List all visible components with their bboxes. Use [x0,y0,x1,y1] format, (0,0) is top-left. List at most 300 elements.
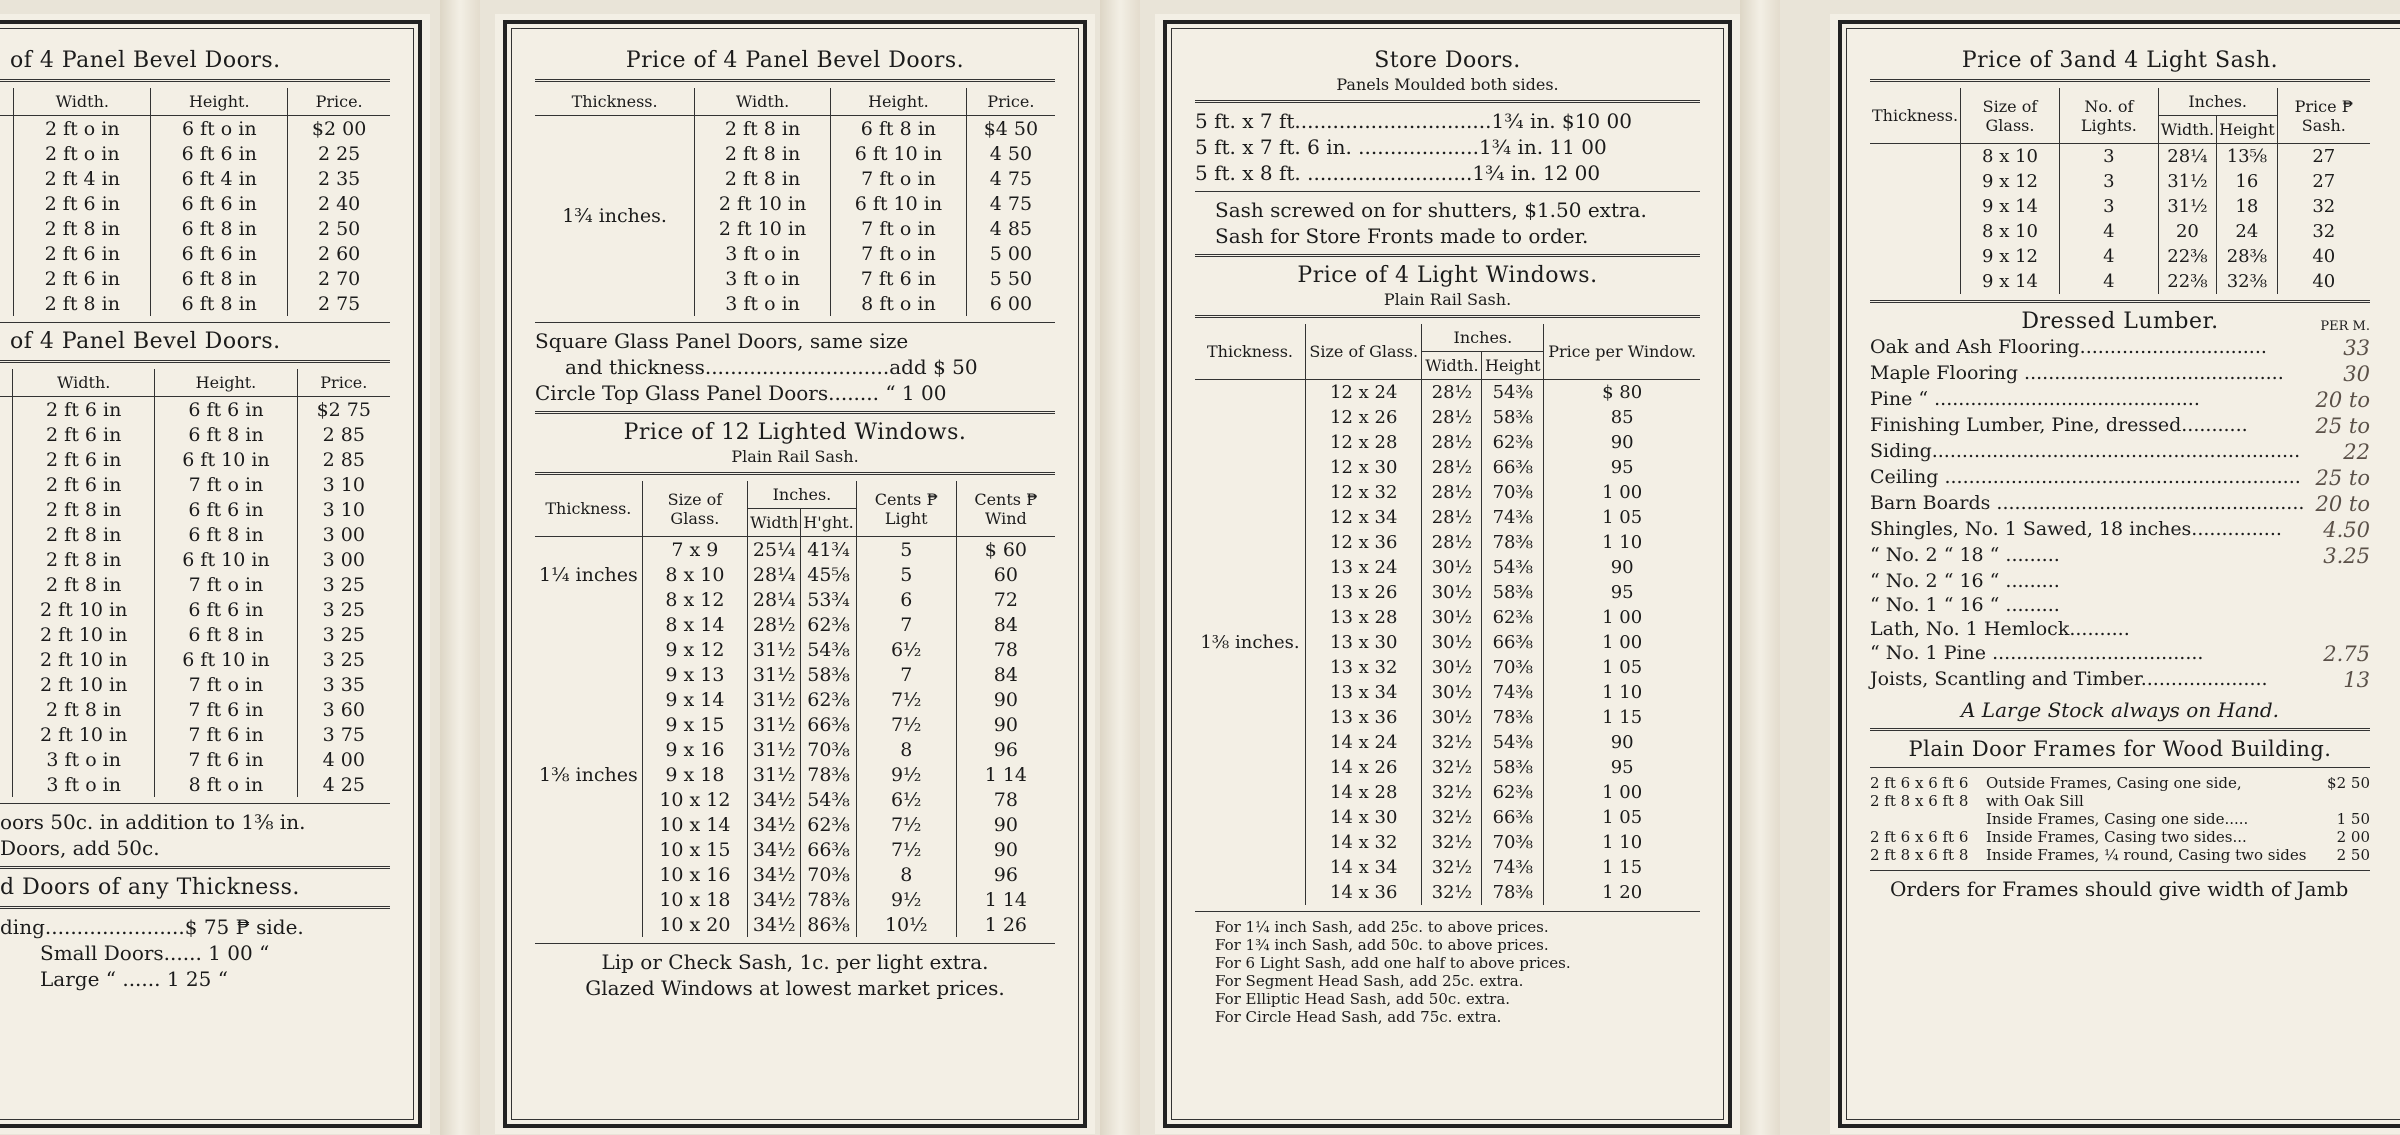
table-cell: 58⅜ [1482,405,1544,430]
table-cell: 3 [2059,169,2158,194]
panel3-windows-table: Thickness. Size of Glass. Inches. Price per Window. Width. Height 1⅜ inches. 12 x 24 28½ 54⅜ $ 80 12 x 26 28½ 58⅜ 85 12 x 28 28½ 62⅜ 90 12 x 30 28½ 66⅜ 95 12 x 32 28½ 70⅜ 1 00 12 x 34 28½ 74⅜ 1 05 12 x 36 28½ 78⅜ 1 10 13 x 24 30½ 54⅜ 90 13 x 26 30½ 58⅜ 95 13 x 28 30½ 62⅜ 1 00 13 x 30 30½ 66⅜ 1 00 13 x 32 30½ 70⅜ 1 05 13 x 34 30½ 74⅜ 1 10 13 x 36 30½ 78⅜ 1 15 14 x 24 32½ 54⅜ 90 14 x 26 32½ 58⅜ 95 14 x 28 32½ 62⅜ 1 00 14 x 30 32½ 66⅜ 1 05 14 x 32 32½ 70⅜ 1 10 14 x 34 32½ 74⅜ 1 15 14 x 36 32½ 78⅜ 1 20 [1195,324,1700,905]
lumber-row [1870,618,2370,640]
panel3-sub-2: Plain Rail Sash. [1383,290,1512,309]
table-cell: 6½ [856,787,956,812]
table-row [535,537,1055,563]
table-cell: 28⅜ [2217,244,2278,269]
table-cell: 90 [1544,730,1700,755]
table-cell: 28½ [1422,505,1482,530]
table-cell: 6 ft 6 in [155,397,297,423]
panel2-square-2: and thickness.............................add $ 50 [565,355,978,379]
table-cell: 10 x 14 [642,812,747,837]
table-cell: 10 x 15 [642,837,747,862]
table-cell: 34½ [748,837,801,862]
table-cell: 96 [956,737,1055,762]
table-cell: 6 ft 6 in [155,597,297,622]
table-cell: 8 [856,862,956,887]
table-cell: 14 x 34 [1305,855,1422,880]
table-cell: 7 ft 6 in [155,747,297,772]
table-cell: 58⅜ [1482,580,1544,605]
panel3-door-3: 5 ft. x 8 ft. ..........................1¾ in. 12 00 [1195,161,1601,185]
table-cell: 62⅜ [801,812,856,837]
panel4-lumber-list [1870,336,2370,692]
table-cell: $4 50 [966,116,1055,142]
table-cell: 14 x 24 [1305,730,1422,755]
table-cell: 10 x 16 [642,862,747,887]
table-cell: 31½ [2158,194,2216,219]
panel3-door-1: 5 ft. x 7 ft...............................1¾ in. $10 00 [1195,109,1632,133]
table-cell: 31½ [748,762,801,787]
table-row [1870,144,2370,170]
table-cell: 7 [856,662,956,687]
table-cell: 3 ft o in [695,241,831,266]
table-cell: 28¼ [748,562,801,587]
panel1-note-1: oors 50c. in addition to 1⅜ in. [0,810,306,834]
table-cell: 9 x 13 [642,662,747,687]
table-cell: 5 [856,562,956,587]
table-cell: 70⅜ [801,862,856,887]
table-cell: 2 ft 6 in [13,472,155,497]
table-cell: 78⅜ [1482,530,1544,555]
table-cell: 8 ft o in [155,772,297,797]
table-cell: 32½ [1422,830,1482,855]
table-cell: 1 00 [1544,630,1700,655]
table-cell: 9 x 14 [642,687,747,712]
table-cell: 7 x 9 [642,537,747,563]
lumber-price: 20 to [2315,492,2370,516]
panel2-sub-2: Plain Rail Sash. [731,447,859,466]
table-cell: 1 00 [1544,480,1700,505]
panel2-doors-table: Thickness. Width. Height. Price. 1¾ inches. 2 ft 8 in 6 ft 8 in $4 50 2 ft 8 in 6 ft 10 in 4 50 2 ft 8 in 7 ft o in 4 75 2 ft 10 in 6 ft 10 in 4 75 2 ft 10 in 7 ft o in 4 85 3 ft o in 7 ft o in 5 00 3 ft o in 7 ft 6 in 5 50 3 ft o in 8 ft o in 6 00 [535,88,1055,316]
thickness-cell: 1⅜ inches. [1200,632,1300,653]
panel3-title-2: Price of 4 Light Windows. [1297,263,1598,288]
lumber-label: Finishing Lumber, Pine, dressed........... [1870,414,2248,436]
frame-row [1870,792,2370,810]
table-cell: 10 x 18 [642,887,747,912]
table-cell: 10½ [856,912,956,937]
table-cell: 28¼ [748,587,801,612]
table-cell: 7 ft 6 in [155,722,297,747]
table-cell: 13 x 34 [1305,680,1422,705]
panel2-square-1: Square Glass Panel Doors, same size [535,329,909,353]
frame-cell: 2 ft 8 x 6 ft 8 [1870,792,1969,810]
panel1-title-2: of 4 Panel Bevel Doors. [10,329,281,354]
table-cell: 28¼ [2158,144,2216,170]
table-cell: 7 ft 6 in [155,697,297,722]
lumber-row [1870,570,2370,592]
lumber-price: 3.25 [2323,544,2370,568]
table-cell: 13 x 28 [1305,605,1422,630]
thickness-cell [0,397,13,798]
table-cell: 2 ft 6 in [13,422,155,447]
panel3-sash-2: Sash for Store Fronts made to order. [1215,224,1589,248]
lumber-label: “ No. 2 “ 18 “ ......... [1870,544,2060,566]
table-cell: 2 ft 10 in [695,191,831,216]
table-cell: 2 60 [288,241,390,266]
table-cell: 22⅜ [2158,244,2216,269]
table-cell: 7 ft o in [155,672,297,697]
table-cell: 1 14 [956,762,1055,787]
table-row [0,722,390,747]
table-cell: 34½ [748,862,801,887]
note-line: For 6 Light Sash, add one half to above prices. [1215,954,1571,972]
table-cell: 70⅜ [1482,655,1544,680]
table-cell: 2 ft 8 in [695,166,831,191]
table-cell: 31½ [748,687,801,712]
table-cell: 95 [1544,455,1700,480]
frame-cell: Inside Frames, Casing one side..... [1986,810,2249,828]
lumber-price: 25 to [2315,466,2370,490]
table-cell: 32⅜ [2217,269,2278,294]
table-cell: 6 ft 10 in [830,141,966,166]
table-cell: 85 [1544,405,1700,430]
panel2-windows-table: Thickness. Size of Glass. Inches. Cents ₱ Light Cents ₱ Wind Width H'ght. 1¼ inches 7 x 9 25¼ 41¾ 5 $ 60 8 x 10 28¼ 45⅝ 5 60 8 x 12 28¼ 53¾ 6 72 1⅜ inches 8 x 14 28½ 62⅜ 7 84 9 x 12 31½ 54⅜ 6½ 78 9 x 13 31½ 58⅜ 7 84 9 x 14 31½ 62⅜ 7½ 90 9 x 15 31½ 66⅜ 7½ 90 9 x 16 31½ 70⅜ 8 96 9 x 18 31½ 78⅜ 9½ 1 14 10 x 12 34½ 54⅜ 6½ 78 10 x 14 34½ 62⅜ 7½ 90 10 x 15 34½ 66⅜ 7½ 90 10 x 16 34½ 70⅜ 8 96 10 x 18 34½ 78⅜ 9½ 1 14 10 x 20 34½ 86⅜ 10½ 1 26 [535,481,1055,937]
table-cell: 2 ft 8 in [13,572,155,597]
table-cell: 2 ft 6 in [13,397,155,423]
table-cell: 1 05 [1544,505,1700,530]
table-cell: 13⅝ [2217,144,2278,170]
table-cell: 6 ft 8 in [155,622,297,647]
table-cell: 32 [2277,219,2370,244]
table-cell: 31½ [748,637,801,662]
table-cell: 54⅜ [801,637,856,662]
lumber-label: “ No. 1 “ 16 “ ......... [1870,594,2060,616]
table-cell: 1 15 [1544,705,1700,730]
table-cell: 78⅜ [1482,705,1544,730]
table-cell: 60 [956,562,1055,587]
frame-cell: Outside Frames, Casing one side, [1986,774,2242,792]
table-cell: 3 [2059,194,2158,219]
table-row [0,397,390,423]
table-cell: 3 ft o in [13,747,155,772]
table-cell: 1 15 [1544,855,1700,880]
table-cell: 54⅜ [1482,730,1544,755]
table-cell: 41¾ [801,537,856,563]
lumber-price: 25 to [2315,414,2370,438]
panel3-title: Store Doors. [1374,48,1521,73]
table-cell: 2 ft 8 in [13,547,155,572]
table-cell: 24 [2217,219,2278,244]
table-cell: 2 ft 10 in [13,622,155,647]
table-cell: 8 ft o in [830,291,966,316]
table-cell: 9 x 12 [1961,244,2060,269]
note-line: For 1¼ inch Sash, add 25c. to above prices. [1215,918,1549,936]
table-cell: 9 x 14 [1961,194,2060,219]
table-cell: 9 x 12 [642,637,747,662]
table-cell: 2 ft 10 in [13,722,155,747]
table-cell: 6 ft 10 in [155,447,297,472]
table-row [0,447,390,472]
table-cell: 1 10 [1544,530,1700,555]
table-cell: 7½ [856,687,956,712]
table-cell: 12 x 36 [1305,530,1422,555]
table-cell: 7 ft o in [830,216,966,241]
table-cell: 3 25 [297,572,390,597]
lumber-row [1870,594,2370,616]
table-cell: 6 ft 8 in [155,422,297,447]
table-cell: 2 ft 4 in [14,166,151,191]
lumber-row [1870,414,2370,438]
table-cell: 78⅜ [801,887,856,912]
table-cell: 66⅜ [1482,630,1544,655]
table-cell: 78 [956,787,1055,812]
table-cell: 84 [956,612,1055,637]
table-cell: 13 x 26 [1305,580,1422,605]
table-cell: 28½ [1422,480,1482,505]
table-cell: 2 40 [288,191,390,216]
table-cell: 6 ft 8 in [155,522,297,547]
panel4-frames-title: Plain Door Frames for Wood Building. [1908,737,2332,761]
thickness-cell: 1¼ inches [539,563,638,586]
table-cell: 14 x 26 [1305,755,1422,780]
table-cell: 4 25 [297,772,390,797]
table-cell: 9½ [856,887,956,912]
table-cell: 28½ [1422,405,1482,430]
table-cell: 12 x 26 [1305,405,1422,430]
table-cell: 62⅜ [1482,780,1544,805]
panel-4 [1830,14,2400,1134]
table-cell: 6 ft 6 in [155,497,297,522]
table-cell: 62⅜ [801,612,856,637]
table-cell: 2 ft 10 in [13,597,155,622]
table-cell: 30½ [1422,555,1482,580]
table-row [0,772,390,797]
table-cell: 90 [956,812,1055,837]
table-cell: 7 ft 6 in [830,266,966,291]
table-cell: $ 80 [1544,380,1700,406]
table-cell: 2 ft 10 in [695,216,831,241]
table-row [0,291,390,316]
table-cell: $2 75 [297,397,390,423]
table-cell: 70⅜ [801,737,856,762]
table-cell: 90 [1544,555,1700,580]
thickness-cell [0,116,14,317]
table-cell: 30½ [1422,605,1482,630]
panel4-per-m: PER M. [2320,319,2370,334]
table-cell: 6 ft 6 in [151,191,288,216]
table-cell: 6 ft 6 in [151,241,288,266]
table-cell: 28½ [1422,455,1482,480]
lumber-row [1870,668,2370,692]
table-row [0,622,390,647]
table-cell: 6 ft 10 in [830,191,966,216]
table-cell: 20 [2158,219,2216,244]
table-cell: 4 85 [966,216,1055,241]
frame-row [1870,828,2370,846]
table-cell: 34½ [748,812,801,837]
table-cell: 86⅜ [801,912,856,937]
table-cell: 18 [2217,194,2278,219]
table-cell: 6 ft 4 in [151,166,288,191]
table-cell: 28½ [1422,380,1482,406]
table-cell: 9 x 15 [642,712,747,737]
table-cell: 1 20 [1544,880,1700,905]
panel2-square-3: Circle Top Glass Panel Doors........ “ 1 00 [535,381,947,405]
table-cell: 6 [856,587,956,612]
table-cell: 28½ [1422,430,1482,455]
lumber-price: 22 [2343,440,2370,464]
frame-row [1870,846,2370,864]
table-cell: 2 85 [297,422,390,447]
panel1-note-2: Doors, add 50c. [0,836,160,860]
frame-row [1870,774,2370,792]
table-cell: 62⅜ [1482,430,1544,455]
lumber-price: 2.75 [2323,642,2370,666]
table-cell: 2 ft 6 in [14,266,151,291]
table-cell: 31½ [748,662,801,687]
table-cell: 12 x 24 [1305,380,1422,406]
table-row [0,497,390,522]
table-cell: 4 75 [966,166,1055,191]
frame-cell: 2 00 [2336,828,2370,846]
table-cell: 12 x 28 [1305,430,1422,455]
table-cell: 6 ft o in [151,116,288,142]
table-row [0,191,390,216]
table-cell: 1 00 [1544,780,1700,805]
lumber-label: Lath, No. 1 Hemlock.......... [1870,618,2130,640]
table-cell: 10 x 20 [642,912,747,937]
table-cell: 7½ [856,712,956,737]
table-row [1195,380,1700,406]
table-cell: 9 x 16 [642,737,747,762]
lumber-row [1870,440,2370,464]
table-cell: 28½ [1422,530,1482,555]
lumber-label: “ No. 2 “ 16 “ ......... [1870,570,2060,592]
table-cell: 40 [2277,244,2370,269]
frame-cell: 2 ft 6 x 6 ft 6 [1870,828,1969,846]
panel4-lumber-title: Dressed Lumber. [2021,309,2219,334]
table-cell: 2 ft o in [14,116,151,142]
table-cell: 14 x 28 [1305,780,1422,805]
lumber-label: “ No. 1 Pine ................................... [1870,642,2204,664]
table-cell: 32½ [1422,880,1482,905]
table-row [0,522,390,547]
table-cell: 7 ft o in [155,572,297,597]
frame-cell: $2 50 [2327,774,2370,792]
table-cell: 3 35 [297,672,390,697]
table-cell: 2 ft 8 in [13,522,155,547]
lumber-label: Ceiling ........................................................... [1870,466,2301,488]
table-cell: 32½ [1422,755,1482,780]
table-cell: 4 50 [966,141,1055,166]
table-cell: 6 ft 10 in [155,547,297,572]
table-cell: 6 ft 8 in [830,116,966,142]
table-cell: 5 [856,537,956,563]
lumber-price: 30 [2343,362,2370,386]
table-row [0,672,390,697]
table-cell: 2 85 [297,447,390,472]
table-cell: 3 00 [297,547,390,572]
table-cell: 2 70 [288,266,390,291]
thickness-cell: 1¾ inches. [562,205,667,227]
table-cell: 14 x 30 [1305,805,1422,830]
table-cell: 1 10 [1544,680,1700,705]
table-cell: 66⅜ [1482,805,1544,830]
table-cell: 95 [1544,755,1700,780]
note-line: For Circle Head Sash, add 75c. extra. [1215,1008,1502,1026]
table-cell: 31½ [2158,169,2216,194]
lumber-row [1870,492,2370,516]
table-cell: 84 [956,662,1055,687]
lumber-price: 4.50 [2323,518,2370,542]
panel1-line-3: Large “ ...... 1 25 “ [40,967,228,991]
table-cell: 34½ [748,787,801,812]
table-cell: 78⅜ [801,762,856,787]
frame-cell: Inside Frames, Casing two sides... [1986,828,2247,846]
table-cell: 6 00 [966,291,1055,316]
panel2-footer-1: Lip or Check Sash, 1c. per light extra. [601,950,989,974]
table-row [0,572,390,597]
table-cell: 3 ft o in [13,772,155,797]
table-cell: 2 ft 8 in [13,697,155,722]
table-cell: 16 [2217,169,2278,194]
table-cell: 7 [856,612,956,637]
table-cell: 1 05 [1544,805,1700,830]
panel1-table-1: Width. Height. Price. 2 ft o in 6 ft o in $2 00 2 ft o in 6 ft 6 in 2 25 2 ft 4 in 6 ft 4 in 2 35 2 ft 6 in 6 ft 6 in 2 40 2 ft 8 in 6 ft 8 in 2 50 2 ft 6 in 6 ft 6 in 2 60 2 ft 6 in 6 ft 8 in 2 70 2 ft 8 in 6 ft 8 in 2 75 [0,88,390,316]
table-cell: 8 x 14 [642,612,747,637]
table-cell: 1 05 [1544,655,1700,680]
table-cell: 13 x 36 [1305,705,1422,730]
table-row [0,216,390,241]
table-cell: 8 x 10 [1961,144,2060,170]
table-row [0,241,390,266]
lumber-row [1870,388,2370,412]
table-cell: 3 75 [297,722,390,747]
table-cell: $ 60 [956,537,1055,563]
table-cell: 72 [956,587,1055,612]
table-cell: 2 ft 10 in [13,647,155,672]
table-cell: 2 ft 10 in [13,672,155,697]
lumber-label: Maple Flooring ........................................... [1870,362,2284,384]
lumber-price: 20 to [2315,388,2370,412]
table-cell: 2 ft 6 in [14,191,151,216]
table-cell: 13 x 30 [1305,630,1422,655]
table-cell: 2 ft 8 in [695,141,831,166]
table-cell: 2 ft 6 in [13,447,155,472]
frame-row [1870,810,2370,828]
frame-cell: 1 50 [2336,810,2370,828]
table-cell: 31½ [748,737,801,762]
table-cell: 32½ [1422,730,1482,755]
table-cell: 53¾ [801,587,856,612]
table-cell: 95 [1544,580,1700,605]
table-cell: 62⅜ [801,687,856,712]
panel4-sash-table: Thickness. Size of Glass. No. of Lights. Inches. Price ₱ Sash. Width. Height 8 x 10 3 28¼ 13⅝ 27 9 x 12 3 31½ 16 27 9 x 14 3 31½ 18 32 8 x 10 4 20 24 32 9 x 12 4 22⅜ 28⅜ 40 9 x 14 4 22⅜ 32⅜ 40 [1870,88,2370,294]
table-cell: 13 x 32 [1305,655,1422,680]
note-line: For Elliptic Head Sash, add 50c. extra. [1215,990,1511,1008]
table-cell: 74⅜ [1482,680,1544,705]
lumber-label: Oak and Ash Flooring............................... [1870,336,2267,358]
table-cell: 1 14 [956,887,1055,912]
table-cell: 7½ [856,812,956,837]
table-cell: 30½ [1422,655,1482,680]
panel-3 [1155,14,1740,1134]
table-cell: 3 10 [297,472,390,497]
table-cell: 27 [2277,169,2370,194]
table-cell: 8 x 10 [642,562,747,587]
table-cell: 4 00 [297,747,390,772]
table-cell: 12 x 32 [1305,480,1422,505]
table-cell: 3 ft o in [695,266,831,291]
table-row [0,547,390,572]
table-cell: 27 [2277,144,2370,170]
lumber-row [1870,336,2370,360]
table-row [535,116,1055,142]
table-cell: 2 ft 6 in [14,241,151,266]
table-cell: 58⅜ [1482,755,1544,780]
table-cell: 74⅜ [1482,505,1544,530]
table-cell: 90 [956,712,1055,737]
